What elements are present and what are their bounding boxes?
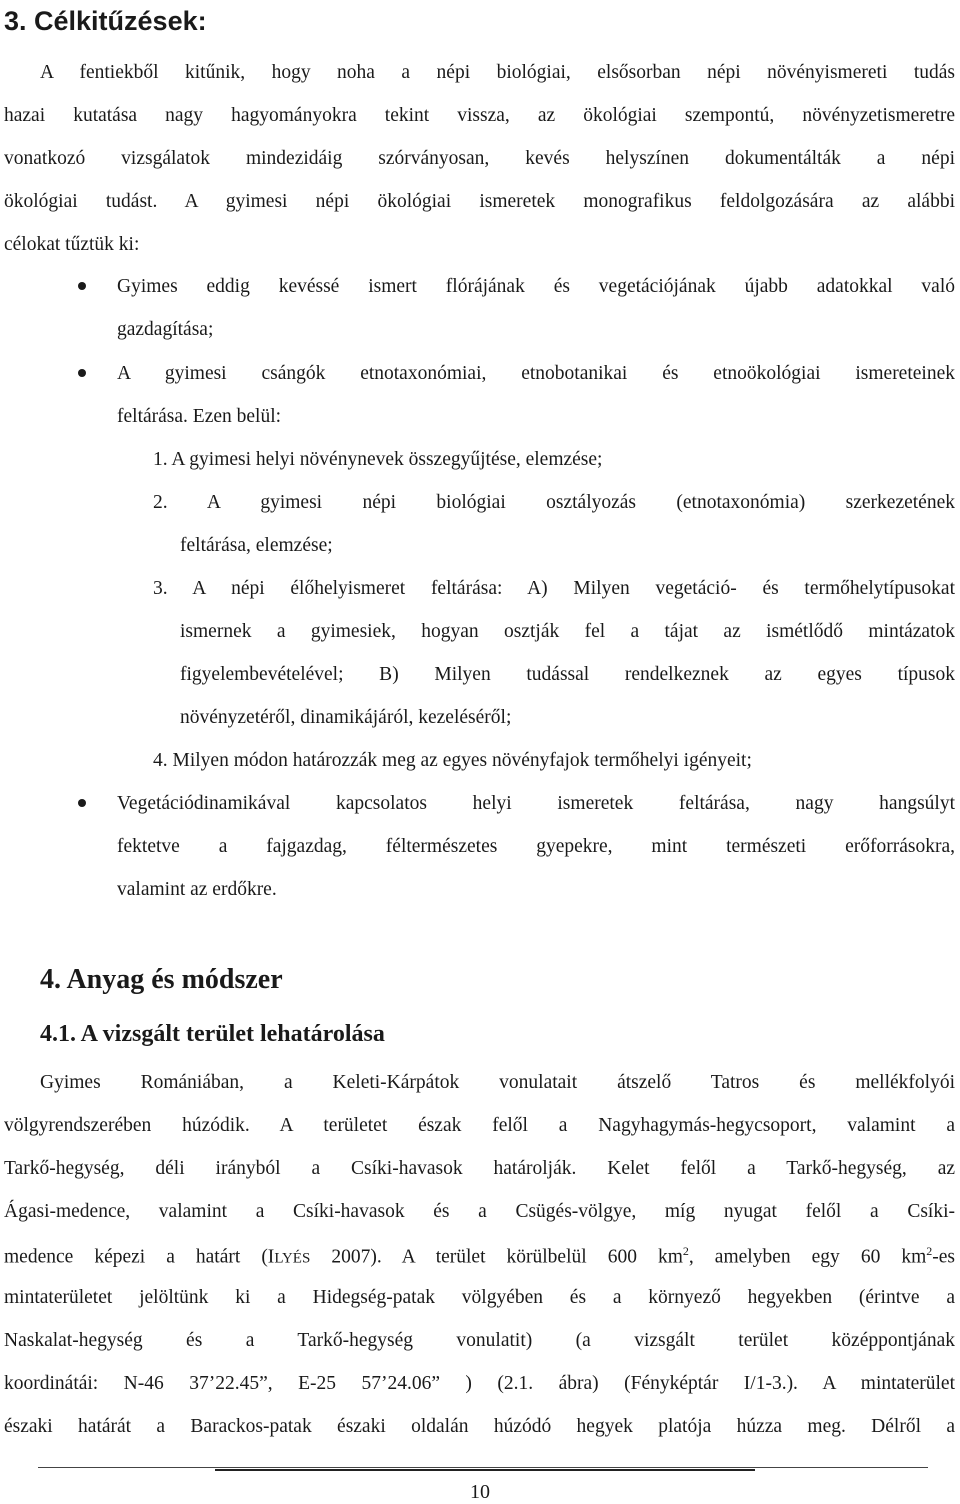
section-4-1-heading: 4.1. A vizsgált terület lehatárolása bbox=[40, 1021, 385, 1047]
bullet-item-line: gazdagítása; bbox=[117, 319, 214, 340]
footer-divider-thick bbox=[215, 1469, 755, 1471]
numbered-item-2-cont: feltárása, elemzése; bbox=[180, 535, 333, 556]
bullet-icon bbox=[78, 369, 86, 377]
bullet-item-line: Vegetációdinamikával kapcsolatos helyi ismeretek feltárása, nagy hangsúlyt bbox=[117, 793, 955, 814]
bullet-item-line: A gyimesi csángók etnotaxonómiai, etnobotanikai és etnoökológiai ismereteinek bbox=[117, 363, 955, 384]
footer-divider bbox=[38, 1467, 928, 1468]
bullet-item-line: feltárása. Ezen belül: bbox=[117, 406, 282, 427]
numbered-item-3-cont: növényzetéről, dinamikájáról, kezeléséről; bbox=[180, 707, 512, 728]
bullet-item-line: valamint az erdőkre. bbox=[117, 879, 277, 900]
paragraph-line: Ágasi-medence, valamint a Csíki-havasok és a Csügés-völgye, míg nyugat felől a Csíki- bbox=[4, 1201, 955, 1222]
paragraph-line: mintaterületet jelöltünk ki a Hidegség-patak völgyében és a környező hegyekben (érintve a bbox=[4, 1287, 955, 1308]
paragraph-line: Gyimes Romániában, a Keleti-Kárpátok vonulatait átszelő Tatros és mellékfolyói bbox=[40, 1072, 955, 1093]
paragraph-line: ökológiai tudást. A gyimesi népi ökológiai ismeretek monografikus feldolgozására az alábbi bbox=[4, 191, 955, 212]
bullet-item-line: Gyimes eddig kevéssé ismert flórájának és vegetációjának újabb adatokkal való bbox=[117, 276, 955, 297]
paragraph-line: Naskalat-hegység és a Tarkő-hegység vonulatit) (a vizsgált terület középpontjának bbox=[4, 1330, 955, 1351]
paragraph-line: északi határát a Barackos-patak északi oldalán húzódó hegyek platója húzza meg. Délről a bbox=[4, 1416, 955, 1437]
paragraph-line: célokat tűztük ki: bbox=[4, 234, 140, 255]
bullet-icon bbox=[78, 799, 86, 807]
paragraph-line: völgyrendszerében húzódik. A területet észak felől a Nagyhagymás-hegycsoport, valamint a bbox=[4, 1115, 955, 1136]
numbered-item-2: 2. A gyimesi népi biológiai osztályozás (etnotaxonómia) szerkezetének bbox=[153, 492, 955, 513]
numbered-item-1: 1. A gyimesi helyi növénynevek összegyűjtése, elemzése; bbox=[153, 449, 603, 470]
numbered-item-3: 3. A népi élőhelyismeret feltárása: A) Milyen vegetáció- és termőhelytípusokat bbox=[153, 578, 955, 599]
paragraph-line: koordinátái: N-46 37’22.45”, E-25 57’24.06” ) (2.1. ábra) (Fényképtár I/1-3.). A mintaterület bbox=[4, 1373, 955, 1394]
paragraph-line: Tarkő-hegység, déli irányból a Csíki-havasok határolják. Kelet felől a Tarkő-hegység, az bbox=[4, 1158, 955, 1179]
numbered-item-3-cont: ismernek a gyimesiek, hogyan osztják fel a tájat az ismétlődő mintázatok bbox=[180, 621, 955, 642]
paragraph-line: A fentiekből kitűnik, hogy noha a népi biológiai, elsősorban népi növényismereti tudás bbox=[40, 62, 955, 83]
section-3-heading: 3. Célkitűzések: bbox=[4, 6, 207, 36]
bullet-item-line: fektetve a fajgazdag, féltermészetes gyepekre, mint természeti erőforrásokra, bbox=[117, 836, 955, 857]
numbered-item-4: 4. Milyen módon határozzák meg az egyes növényfajok termőhelyi igényeit; bbox=[153, 750, 752, 771]
bullet-icon bbox=[78, 282, 86, 290]
paragraph-line: vonatkozó vizsgálatok mindezidáig szórványosan, kevés helyszínen dokumentálták a népi bbox=[4, 148, 955, 169]
page-number: 10 bbox=[470, 1481, 490, 1503]
numbered-item-3-cont: figyelembevételével; B) Milyen tudással rendelkeznek az egyes típusok bbox=[180, 664, 955, 685]
paragraph-line: hazai kutatása nagy hagyományokra tekint vissza, az ökológiai szempontú, növényzetismeretre bbox=[4, 105, 955, 126]
paragraph-line: medence képezi a határt (ILYÉS 2007). A terület körülbelül 600 $km^2$, amelyben egy 60 $km^2-es$ bbox=[4, 1244, 956, 1268]
section-4-heading: 4. Anyag és módszer bbox=[40, 964, 283, 995]
